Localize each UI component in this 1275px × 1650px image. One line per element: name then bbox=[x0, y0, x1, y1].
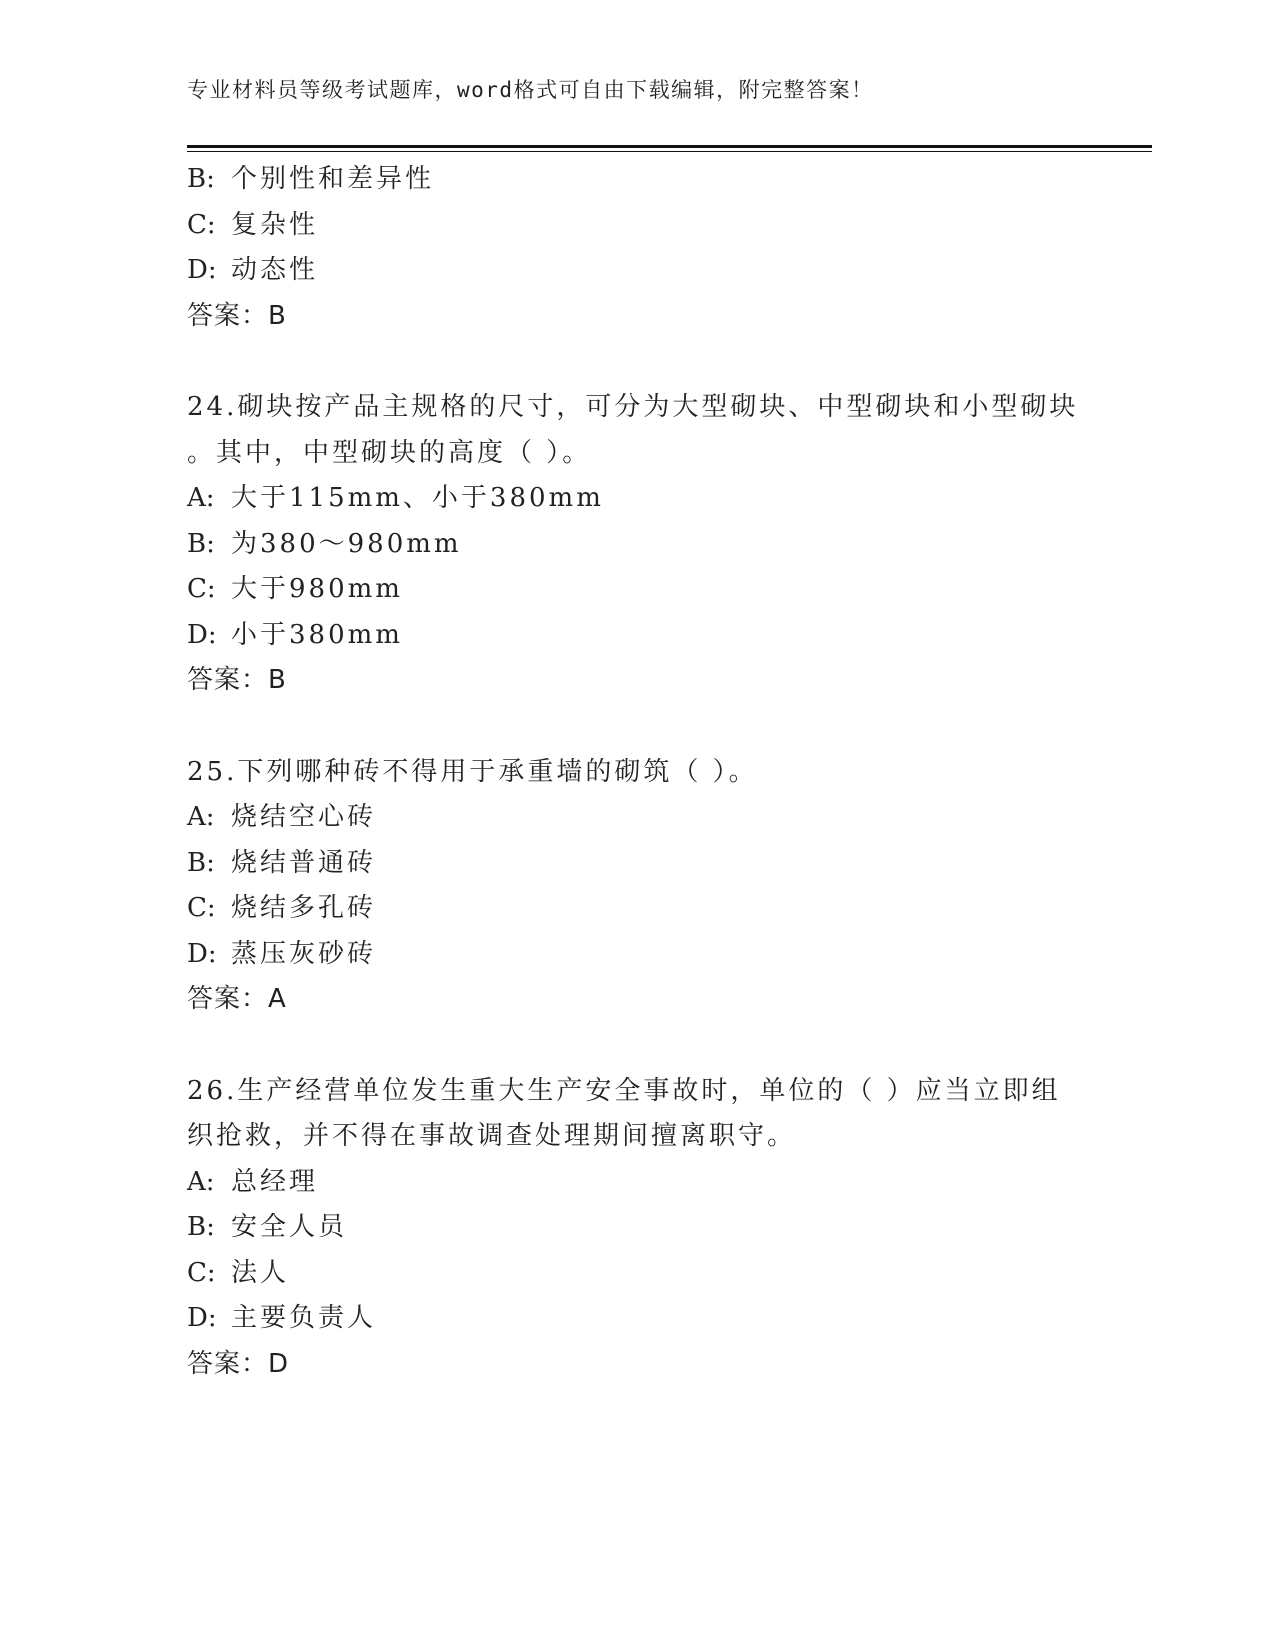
option-line bbox=[187, 248, 1087, 294]
option-text: 个别性和差异性 bbox=[231, 164, 435, 194]
question-stem-line: 26.生产经营单位发生重大生产安全事故时，单位的（ ）应当立即组 bbox=[187, 1075, 1061, 1106]
option-text: 安全人员 bbox=[231, 1212, 348, 1242]
carryover-block bbox=[187, 157, 1087, 339]
option-key: B: bbox=[187, 164, 215, 194]
option-line bbox=[187, 795, 1087, 841]
option-key: C: bbox=[187, 574, 216, 604]
option-key: A: bbox=[187, 802, 215, 832]
option-line bbox=[187, 886, 1087, 932]
option-text: 烧结多孔砖 bbox=[231, 893, 377, 923]
option-text: 总经理 bbox=[231, 1166, 319, 1197]
option-key: B: bbox=[187, 847, 215, 878]
option-line bbox=[187, 567, 1087, 613]
option-line bbox=[187, 522, 1087, 568]
option-line bbox=[187, 1251, 1087, 1297]
answer-line: 答案：A bbox=[187, 984, 287, 1014]
option-line bbox=[187, 476, 1087, 522]
option-key: D: bbox=[187, 938, 217, 969]
option-text: 复杂性 bbox=[231, 209, 319, 240]
option-line bbox=[187, 932, 1087, 978]
question-stem-line: 25.下列哪种砖不得用于承重墙的砌筑（ ）。 bbox=[187, 756, 758, 787]
document-body bbox=[187, 157, 1087, 1387]
option-key: B: bbox=[187, 1212, 215, 1242]
question-stem-line: 24.砌块按产品主规格的尺寸，可分为大型砌块、中型砌块和小型砌块 bbox=[187, 392, 1079, 422]
option-text: 小于380mm bbox=[231, 619, 403, 650]
option-key: C: bbox=[187, 209, 216, 240]
header-rule-thick bbox=[187, 145, 1152, 148]
answer-line: 答案：B bbox=[187, 665, 287, 695]
option-key: B: bbox=[187, 528, 215, 559]
answer-line: 答案：D bbox=[187, 1348, 290, 1379]
header-note: 专业材料员等级考试题库，word格式可自由下载编辑，附完整答案！ bbox=[187, 78, 874, 102]
option-text: 法人 bbox=[231, 1257, 290, 1288]
option-key: D: bbox=[187, 1303, 217, 1333]
option-key: A: bbox=[187, 1166, 215, 1197]
question-stem-line: 。其中，中型砌块的高度（ ）。 bbox=[187, 437, 592, 468]
option-line bbox=[187, 1296, 1087, 1342]
option-line bbox=[187, 841, 1087, 887]
option-text: 大于115mm、小于380mm bbox=[231, 483, 604, 513]
option-line bbox=[187, 613, 1087, 659]
option-text: 动态性 bbox=[231, 255, 319, 285]
option-text: 大于980mm bbox=[231, 574, 403, 604]
option-key: A: bbox=[187, 483, 215, 513]
option-key: C: bbox=[187, 1257, 216, 1288]
option-text: 蒸压灰砂砖 bbox=[231, 938, 377, 969]
question-26 bbox=[187, 1069, 1087, 1388]
question-25 bbox=[187, 750, 1087, 1023]
question-stem-line: 织抢救，并不得在事故调查处理期间擅离职守。 bbox=[187, 1121, 797, 1151]
option-text: 烧结普通砖 bbox=[231, 847, 377, 878]
option-line bbox=[187, 203, 1087, 249]
answer-line: 答案：B bbox=[187, 300, 287, 331]
option-key: D: bbox=[187, 255, 217, 285]
option-line bbox=[187, 157, 1087, 203]
option-key: C: bbox=[187, 893, 216, 923]
option-line bbox=[187, 1160, 1087, 1206]
question-24 bbox=[187, 385, 1087, 704]
option-key: D: bbox=[187, 619, 217, 650]
option-text: 烧结空心砖 bbox=[231, 802, 377, 832]
header-rule-thin bbox=[187, 151, 1152, 152]
option-text: 为380～980mm bbox=[231, 528, 462, 559]
option-line bbox=[187, 1205, 1087, 1251]
option-text: 主要负责人 bbox=[231, 1303, 377, 1333]
